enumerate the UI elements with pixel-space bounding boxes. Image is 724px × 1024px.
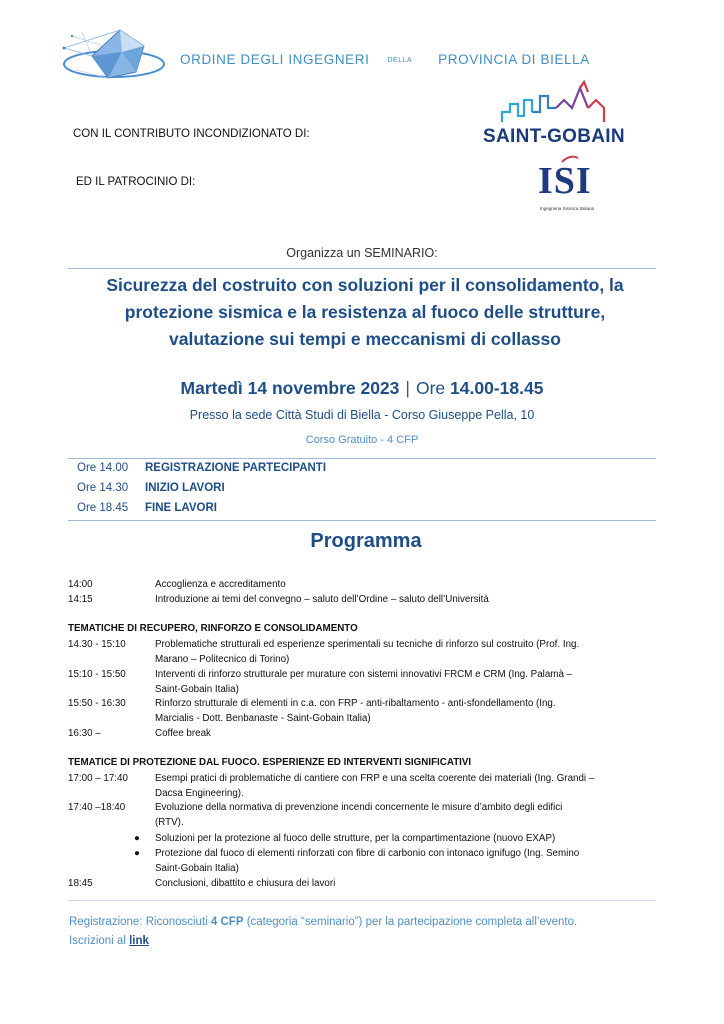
venue: Presso la sede Città Studi di Biella - Corso Giuseppe Pella, 10 — [189, 408, 535, 422]
program-time: 16:30 – — [68, 728, 101, 739]
summary-bottom-rule — [68, 520, 656, 521]
bullet-text: Soluzioni per la protezione al fuoco delle strutture, per la compartimentazione (nuovo EXAP) — [155, 833, 556, 844]
saint-gobain-wordmark: SAINT-GOBAIN — [483, 126, 625, 147]
section-title: TEMATICE DI PROTEZIONE DAL FUOCO. ESPERIENZE ED INTERVENTI SIGNIFICATIVI — [68, 757, 472, 768]
summary-top-rule — [68, 458, 656, 459]
programma-heading: Programma — [310, 530, 422, 552]
ordine-ingegneri-logo — [62, 26, 166, 88]
cfp-count: 4 CFP — [210, 916, 244, 928]
date-separator: | — [405, 378, 410, 398]
summary-label: FINE LAVORI — [145, 502, 217, 514]
course-info: Corso Gratuito - 4 CFP — [305, 434, 419, 446]
event-date: Martedì 14 novembre 2023 — [180, 378, 400, 398]
isi-logo-accent — [560, 154, 580, 164]
bullet-icon: ● — [134, 848, 140, 859]
program-text: Evoluzione della normativa di prevenzione incendi concernente le misure d’ambito degli edifici (RTV). — [155, 802, 563, 828]
isi-subtitle: Ingegneria Sismica Italiana — [540, 206, 595, 211]
program-text: Introduzione ai temi del convegno – saluto dell’Ordine – saluto dell’Università — [155, 594, 489, 605]
seminar-title — [70, 272, 660, 353]
time-prefix: Ore — [415, 378, 446, 398]
program-text: Rinforzo strutturale di elementi in c.a. con FRP - anti-ribaltamento - anti-sfondellamento (Ing. Marcialis - Dott. Benbanaste - Saint-Gobain Italia) — [155, 698, 556, 724]
program-text: Problematiche strutturali ed esperienze sperimentali su tecniche di rinforzo sul costruito (Prof. Ing. Marano – Politecnico di Torino) — [155, 639, 580, 665]
program-time: 15:10 - 15:50 — [68, 669, 126, 680]
org-right-text: PROVINCIA DI BIELLA — [438, 52, 590, 67]
title-line: protezione sismica e la resistenza al fuoco delle strutture, — [124, 302, 606, 322]
program-text: Esempi pratici di problematiche di cantiere con FRP e una scelta coerente dei materiali (Ing. Grandi – Dacsa Engineering). — [155, 773, 595, 799]
isi-logo-wordmark: ISI — [538, 160, 592, 202]
program-time: 14:00 — [68, 579, 93, 590]
summary-row — [77, 502, 217, 514]
contributo-label: CON IL CONTRIBUTO INCONDIZIONATO DI: — [73, 128, 310, 140]
program-time: 14:15 — [68, 594, 93, 605]
program-time: 14.30 - 15:10 — [68, 639, 126, 650]
org-left-text: ORDINE DEGLI INGEGNERI — [180, 52, 370, 67]
title-line: valutazione sui tempi e meccanismi di collasso — [169, 329, 561, 349]
program-time: 18:45 — [68, 878, 93, 889]
program-text: Accoglienza e accreditamento — [155, 579, 286, 590]
title-line: Sicurezza del costruito con soluzioni per il consolidamento, la — [106, 275, 624, 295]
summary-time: Ore 14.00 — [77, 462, 129, 474]
summary-time: Ore 18.45 — [77, 502, 129, 514]
bullet-text: Protezione dal fuoco di elementi rinforzati con fibre di carbonio con intonaco ignifugo (Ing. Semino Saint-Gobain Italia) — [155, 848, 580, 874]
program-text: Conclusioni, dibattito e chiusura dei lavori — [155, 878, 336, 889]
org-della-text: DELLA — [387, 57, 413, 64]
program-time: 17:40 –18:40 — [68, 802, 126, 813]
summary-time: Ore 14.30 — [77, 482, 129, 494]
section-title: TEMATICHE DI RECUPERO, RINFORZO E CONSOLIDAMENTO — [68, 623, 358, 634]
summary-label: INIZIO LAVORI — [145, 482, 225, 494]
summary-row — [77, 482, 225, 494]
program-time: 15:50 - 16:30 — [68, 698, 126, 709]
footer-rule — [68, 900, 656, 901]
program-text: Interventi di rinforzo strutturale per murature con sistemi innovativi FRCM e CRM (Ing. Palamà – Saint-Gobain Italia) — [155, 669, 573, 695]
iscrizioni-line: Iscrizioni al link — [69, 935, 149, 947]
registration-link[interactable]: link — [129, 935, 149, 947]
title-top-rule — [68, 268, 656, 269]
date-time-line — [0, 378, 724, 399]
organizza-label: Organizza un SEMINARIO: — [286, 246, 438, 260]
header-organization — [180, 52, 590, 67]
registration-line: Registrazione: Riconosciuti 4 CFP (categoria “seminario”) per la partecipazione completa all’evento. — [69, 916, 578, 928]
bullet-icon: ● — [134, 833, 140, 844]
program-text: Coffee break — [155, 728, 211, 739]
program-time: 17:00 – 17:40 — [68, 773, 128, 784]
summary-row — [77, 462, 326, 474]
summary-label: REGISTRAZIONE PARTECIPANTI — [145, 462, 327, 474]
patrocinio-label: ED IL PATROCINIO DI: — [76, 176, 196, 188]
time-range: 14.00-18.45 — [450, 378, 544, 398]
